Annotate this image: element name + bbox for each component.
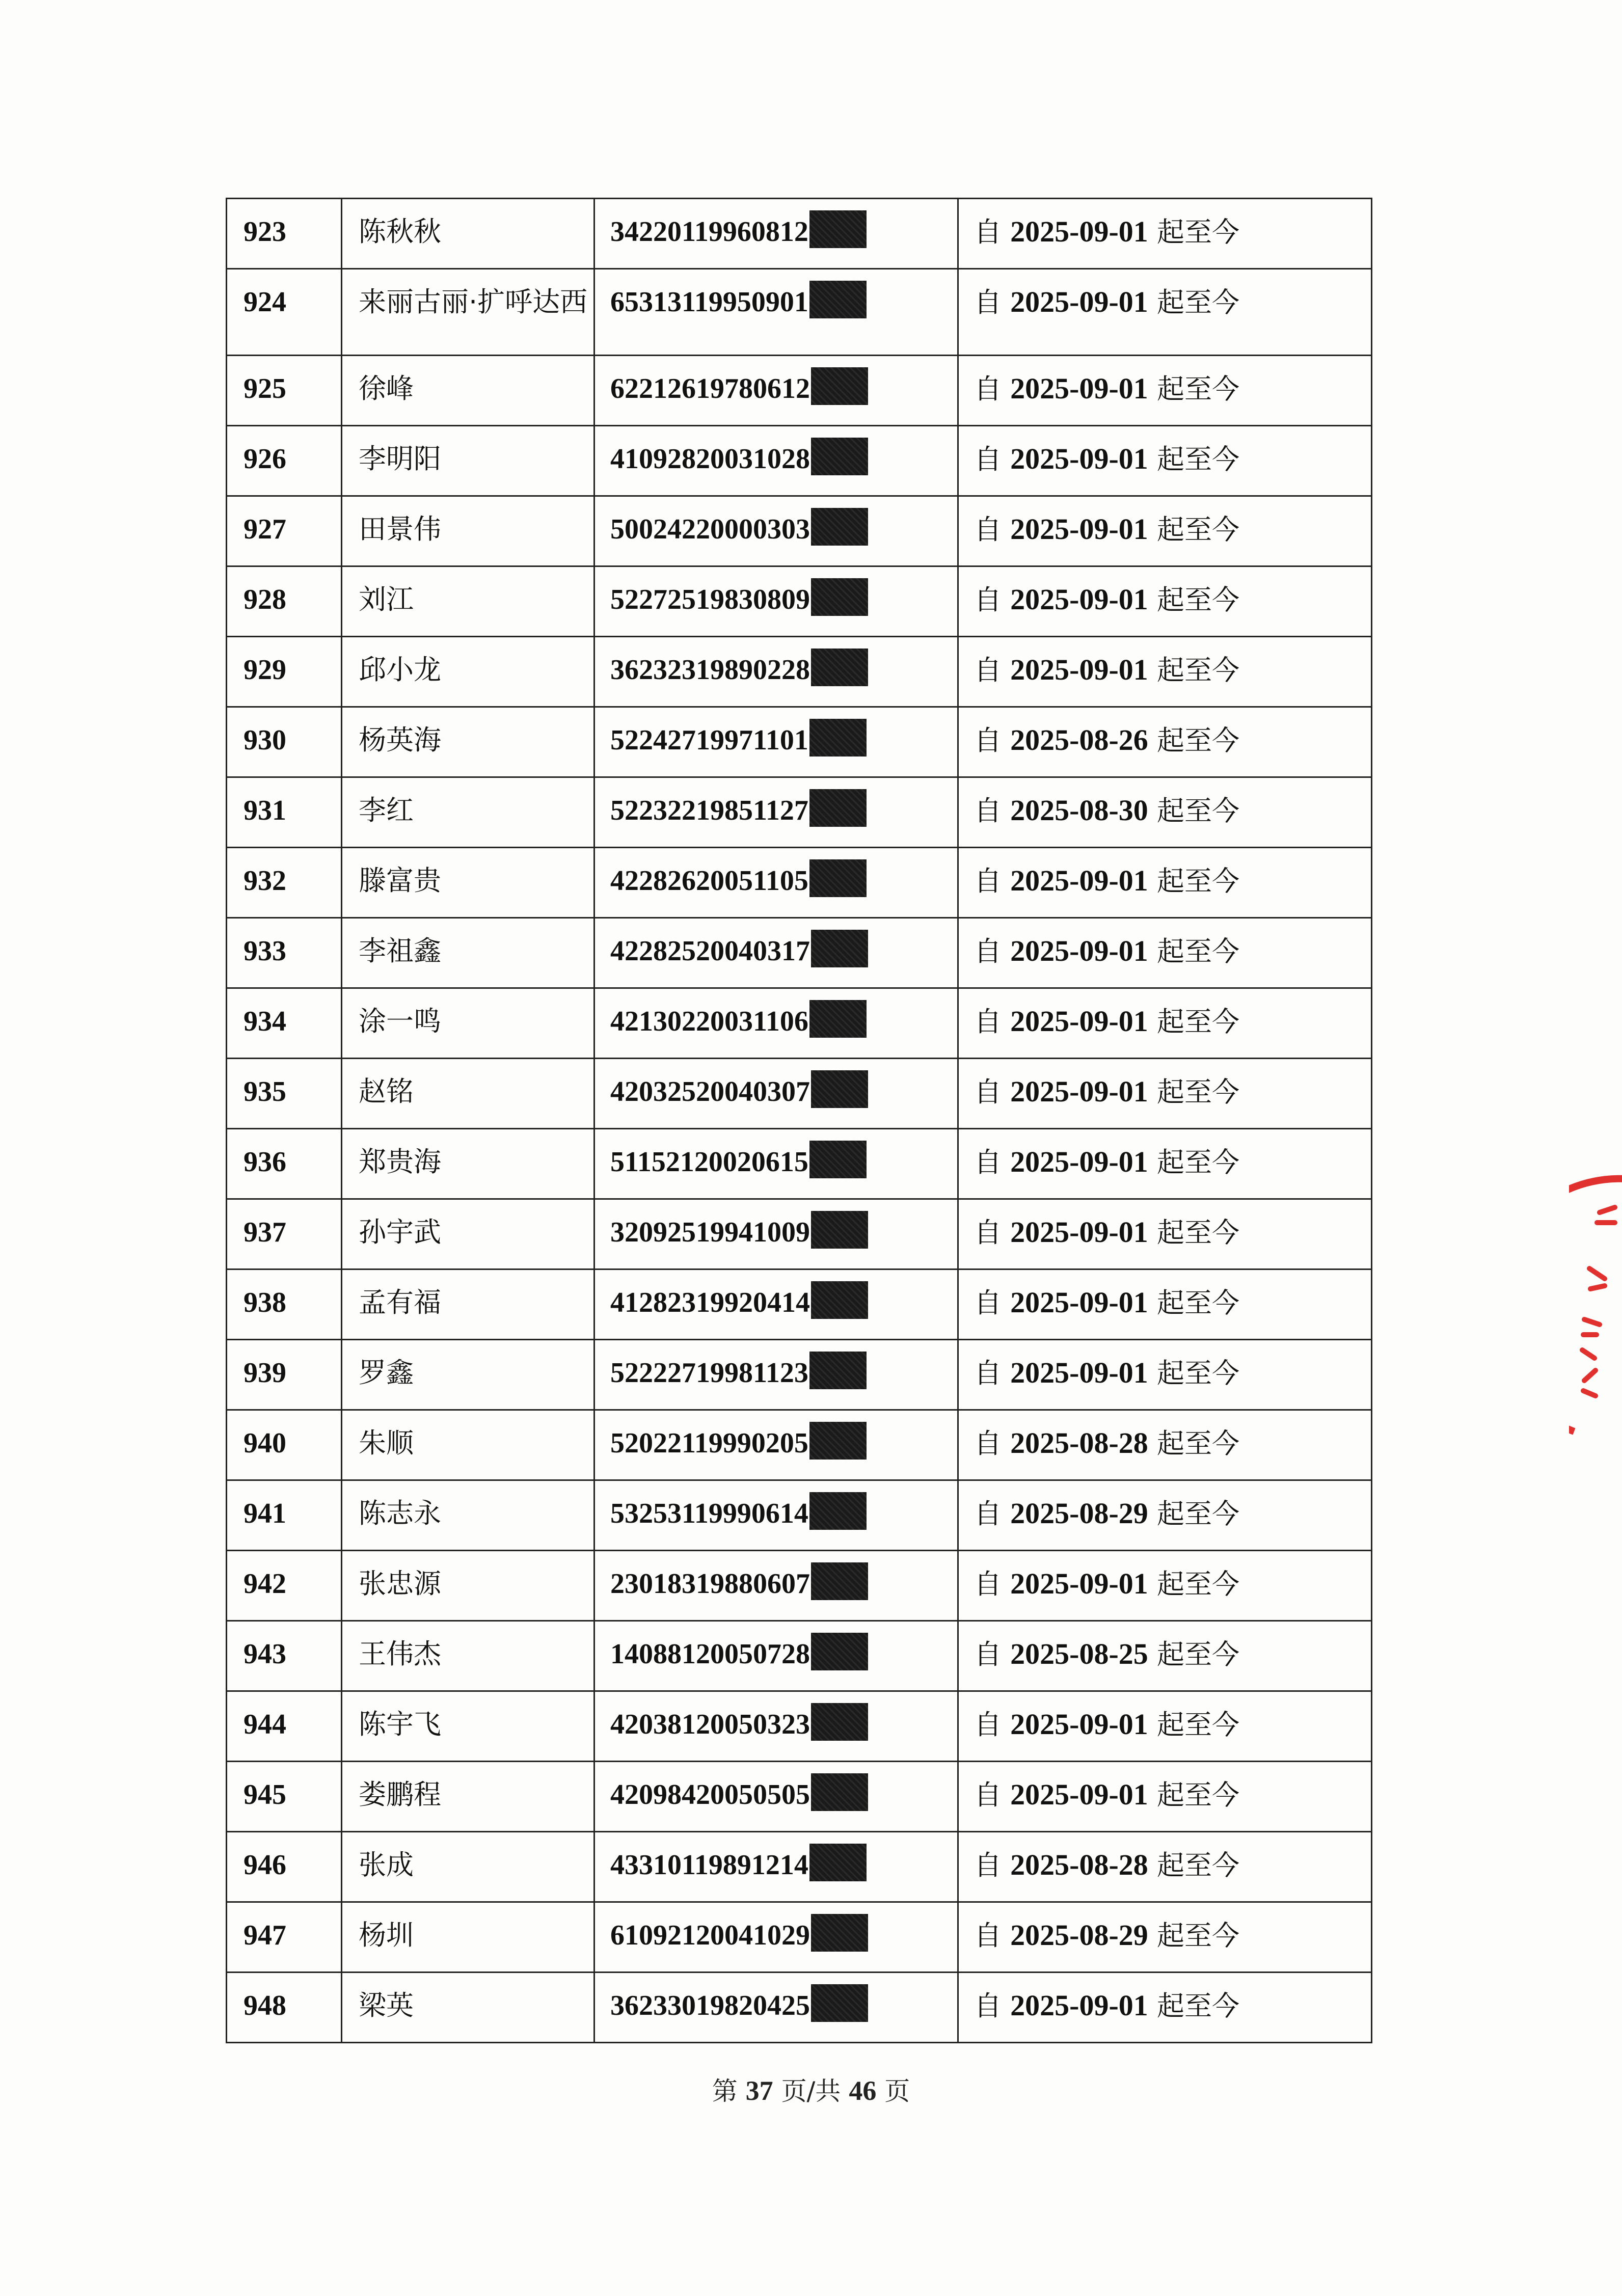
person-name: 陈志永 (342, 1480, 594, 1551)
row-number: 933 (227, 918, 342, 988)
id-number-cell (594, 1410, 958, 1480)
row-number: 945 (227, 1762, 342, 1832)
person-name: 刘江 (342, 566, 594, 637)
row-number: 939 (227, 1340, 342, 1410)
redaction-block (811, 1914, 868, 1952)
row-number: 925 (227, 356, 342, 426)
period-cell (958, 1691, 1372, 1762)
period-prefix: 自 (974, 1287, 1002, 1319)
id-number-visible: 36233019820425 (610, 1990, 810, 2021)
footer-suffix: 页 (884, 2076, 910, 2106)
table-row (227, 566, 1372, 637)
id-number-visible: 62212619780612 (610, 373, 810, 404)
period-prefix: 自 (974, 216, 1002, 248)
row-number: 942 (227, 1551, 342, 1621)
start-date: 2025-08-30 (1010, 794, 1148, 827)
period-cell (958, 918, 1372, 988)
id-number-cell (594, 426, 958, 496)
period-cell (958, 707, 1372, 777)
id-number-cell (594, 1621, 958, 1691)
person-name: 陈宇飞 (342, 1691, 594, 1762)
period-cell (958, 1269, 1372, 1340)
id-number-visible: 50024220000303 (610, 514, 810, 545)
period-suffix: 起至今 (1156, 1217, 1239, 1249)
period-prefix: 自 (974, 1920, 1002, 1952)
start-date: 2025-08-29 (1010, 1497, 1148, 1530)
period-cell (958, 1199, 1372, 1269)
person-name: 朱顺 (342, 1410, 594, 1480)
row-number: 940 (227, 1410, 342, 1480)
period-prefix: 自 (974, 584, 1002, 616)
id-number-cell (594, 848, 958, 918)
period-suffix: 起至今 (1156, 1638, 1239, 1670)
row-number: 932 (227, 848, 342, 918)
period-suffix: 起至今 (1156, 1709, 1239, 1741)
table-row (227, 1621, 1372, 1691)
start-date: 2025-09-01 (1010, 512, 1148, 546)
person-name: 来丽古丽·扩呼达西 (342, 269, 594, 356)
table-row (227, 1973, 1372, 2043)
id-number-visible: 52272519830809 (610, 584, 810, 615)
person-name: 张成 (342, 1832, 594, 1902)
period-suffix: 起至今 (1156, 865, 1239, 897)
period-prefix: 自 (974, 514, 1002, 546)
id-number-visible: 23018319880607 (610, 1568, 810, 1600)
table-row (227, 707, 1372, 777)
id-number-visible: 42282620051105 (610, 865, 808, 897)
period-cell (958, 199, 1372, 269)
period-prefix: 自 (974, 1006, 1002, 1038)
period-prefix: 自 (974, 1146, 1002, 1178)
start-date: 2025-09-01 (1010, 1567, 1148, 1600)
row-number: 937 (227, 1199, 342, 1269)
start-date: 2025-09-01 (1010, 1005, 1148, 1038)
row-number: 931 (227, 777, 342, 848)
start-date: 2025-08-26 (1010, 723, 1148, 757)
period-prefix: 自 (974, 724, 1002, 757)
row-number: 946 (227, 1832, 342, 1902)
row-number: 948 (227, 1973, 342, 2043)
person-name: 娄鹏程 (342, 1762, 594, 1832)
period-cell (958, 1973, 1372, 2043)
id-number-visible: 42098420050505 (610, 1779, 810, 1811)
table-row (227, 988, 1372, 1059)
id-number-cell (594, 496, 958, 566)
id-number-visible: 65313119950901 (610, 286, 808, 318)
redaction-block (809, 789, 867, 827)
period-suffix: 起至今 (1156, 1568, 1239, 1600)
person-name: 郑贵海 (342, 1129, 594, 1199)
period-cell (958, 777, 1372, 848)
start-date: 2025-08-28 (1010, 1426, 1148, 1460)
period-suffix: 起至今 (1156, 1779, 1239, 1811)
period-suffix: 起至今 (1156, 373, 1239, 405)
row-number: 923 (227, 199, 342, 269)
id-number-visible: 53253119990614 (610, 1498, 808, 1529)
id-number-cell (594, 1902, 958, 1973)
id-number-cell (594, 1199, 958, 1269)
id-number-visible: 42038120050323 (610, 1709, 810, 1740)
person-name: 李红 (342, 777, 594, 848)
id-number-visible: 42032520040307 (610, 1076, 810, 1108)
start-date: 2025-08-28 (1010, 1848, 1148, 1881)
redaction-block (811, 1281, 868, 1319)
period-prefix: 自 (974, 1357, 1002, 1389)
period-suffix: 起至今 (1156, 216, 1239, 248)
id-number-cell (594, 1551, 958, 1621)
table-row (227, 1340, 1372, 1410)
start-date: 2025-09-01 (1010, 1286, 1148, 1319)
period-suffix: 起至今 (1156, 1146, 1239, 1178)
redaction-block (811, 1703, 868, 1741)
table-row (227, 1059, 1372, 1129)
start-date: 2025-09-01 (1010, 1145, 1148, 1178)
period-cell (958, 1902, 1372, 1973)
period-suffix: 起至今 (1156, 1006, 1239, 1038)
redaction-block (811, 508, 868, 546)
table-row (227, 496, 1372, 566)
person-name: 杨圳 (342, 1902, 594, 1973)
redaction-block (809, 1352, 867, 1389)
id-number-visible: 52232219851127 (610, 795, 808, 826)
period-suffix: 起至今 (1156, 1920, 1239, 1952)
id-number-visible: 52222719981123 (610, 1357, 808, 1389)
id-number-cell (594, 356, 958, 426)
person-name: 赵铭 (342, 1059, 594, 1129)
id-number-visible: 43310119891214 (610, 1849, 808, 1881)
person-name: 田景伟 (342, 496, 594, 566)
row-number: 943 (227, 1621, 342, 1691)
period-cell (958, 1340, 1372, 1410)
redaction-block (811, 1070, 868, 1108)
start-date: 2025-09-01 (1010, 934, 1148, 967)
table-row (227, 1691, 1372, 1762)
id-number-cell (594, 199, 958, 269)
person-name: 王伟杰 (342, 1621, 594, 1691)
period-suffix: 起至今 (1156, 654, 1239, 686)
redaction-block (809, 1141, 867, 1178)
row-number: 947 (227, 1902, 342, 1973)
period-cell (958, 1059, 1372, 1129)
period-cell (958, 988, 1372, 1059)
id-number-cell (594, 988, 958, 1059)
period-cell (958, 566, 1372, 637)
person-name: 徐峰 (342, 356, 594, 426)
id-number-visible: 61092120041029 (610, 1920, 810, 1951)
table-row (227, 199, 1372, 269)
id-number-visible: 52022119990205 (610, 1427, 808, 1459)
id-number-cell (594, 1129, 958, 1199)
period-prefix: 自 (974, 654, 1002, 686)
period-cell (958, 637, 1372, 707)
table-row (227, 1832, 1372, 1902)
redaction-block (811, 1211, 868, 1249)
person-name: 滕富贵 (342, 848, 594, 918)
id-number-cell (594, 1691, 958, 1762)
table-row (227, 918, 1372, 988)
start-date: 2025-09-01 (1010, 583, 1148, 616)
period-suffix: 起至今 (1156, 443, 1239, 475)
period-suffix: 起至今 (1156, 514, 1239, 546)
row-number: 924 (227, 269, 342, 356)
period-cell (958, 356, 1372, 426)
id-number-cell (594, 1059, 958, 1129)
id-number-cell (594, 1269, 958, 1340)
id-number-visible: 36232319890228 (610, 654, 810, 686)
table-row (227, 356, 1372, 426)
table-row (227, 1199, 1372, 1269)
row-number: 928 (227, 566, 342, 637)
redaction-block (809, 1422, 867, 1460)
table-row (227, 1129, 1372, 1199)
row-number: 930 (227, 707, 342, 777)
id-number-cell (594, 1832, 958, 1902)
id-number-cell (594, 1340, 958, 1410)
period-suffix: 起至今 (1156, 1076, 1239, 1108)
redaction-block (811, 1633, 868, 1670)
redaction-block (809, 859, 867, 897)
start-date: 2025-09-01 (1010, 1708, 1148, 1741)
period-suffix: 起至今 (1156, 1357, 1239, 1389)
period-prefix: 自 (974, 1498, 1002, 1530)
person-name: 孟有福 (342, 1269, 594, 1340)
period-cell (958, 496, 1372, 566)
period-suffix: 起至今 (1156, 1427, 1239, 1460)
id-number-cell (594, 566, 958, 637)
period-cell (958, 269, 1372, 356)
period-prefix: 自 (974, 286, 1002, 318)
person-name: 李明阳 (342, 426, 594, 496)
redaction-block (809, 281, 867, 318)
period-prefix: 自 (974, 1779, 1002, 1811)
period-cell (958, 426, 1372, 496)
roster-body (227, 199, 1372, 2043)
redaction-block (809, 719, 867, 757)
redaction-block (809, 1000, 867, 1038)
start-date: 2025-09-01 (1010, 864, 1148, 897)
id-number-cell (594, 1762, 958, 1832)
period-prefix: 自 (974, 1076, 1002, 1108)
redaction-block (809, 1492, 867, 1530)
id-number-visible: 14088120050728 (610, 1638, 810, 1670)
person-name: 杨英海 (342, 707, 594, 777)
id-number-cell (594, 637, 958, 707)
period-prefix: 自 (974, 865, 1002, 897)
period-cell (958, 1129, 1372, 1199)
start-date: 2025-09-01 (1010, 1215, 1148, 1249)
redaction-block (811, 1984, 868, 2022)
period-prefix: 自 (974, 373, 1002, 405)
period-prefix: 自 (974, 443, 1002, 475)
person-name: 罗鑫 (342, 1340, 594, 1410)
period-cell (958, 848, 1372, 918)
redaction-block (811, 367, 868, 405)
period-cell (958, 1480, 1372, 1551)
period-prefix: 自 (974, 1709, 1002, 1741)
start-date: 2025-09-01 (1010, 1075, 1148, 1108)
id-number-cell (594, 269, 958, 356)
id-number-cell (594, 918, 958, 988)
page-footer (0, 2071, 1622, 2108)
start-date: 2025-09-01 (1010, 372, 1148, 405)
redaction-block (811, 578, 868, 616)
person-name: 李祖鑫 (342, 918, 594, 988)
official-seal-fragment (1569, 1167, 1622, 1442)
row-number: 929 (227, 637, 342, 707)
period-prefix: 自 (974, 1849, 1002, 1881)
table-row (227, 1410, 1372, 1480)
table-row (227, 848, 1372, 918)
period-suffix: 起至今 (1156, 795, 1239, 827)
period-cell (958, 1762, 1372, 1832)
start-date: 2025-09-01 (1010, 442, 1148, 475)
footer-page-number: 37 (745, 2075, 773, 2106)
period-prefix: 自 (974, 1990, 1002, 2022)
redaction-block (811, 1773, 868, 1811)
seal-icon (1569, 1167, 1622, 1442)
id-number-visible: 51152120020615 (610, 1146, 808, 1178)
start-date: 2025-08-25 (1010, 1637, 1148, 1670)
footer-middle: 页/共 (781, 2076, 841, 2106)
id-number-cell (594, 1973, 958, 2043)
period-suffix: 起至今 (1156, 1287, 1239, 1319)
id-number-cell (594, 1480, 958, 1551)
redaction-block (809, 1844, 867, 1881)
table-row (227, 1480, 1372, 1551)
person-name: 邱小龙 (342, 637, 594, 707)
period-prefix: 自 (974, 1427, 1002, 1460)
id-number-cell (594, 777, 958, 848)
start-date: 2025-08-29 (1010, 1919, 1148, 1952)
footer-prefix: 第 (712, 2076, 738, 2106)
person-name: 梁英 (342, 1973, 594, 2043)
footer-total-pages: 46 (849, 2075, 877, 2106)
table-row (227, 1902, 1372, 1973)
table-row (227, 1551, 1372, 1621)
table-row (227, 637, 1372, 707)
period-cell (958, 1410, 1372, 1480)
period-suffix: 起至今 (1156, 584, 1239, 616)
period-prefix: 自 (974, 1568, 1002, 1600)
row-number: 927 (227, 496, 342, 566)
id-number-visible: 41092820031028 (610, 443, 810, 475)
row-number: 944 (227, 1691, 342, 1762)
start-date: 2025-09-01 (1010, 1989, 1148, 2022)
id-number-visible: 41282319920414 (610, 1287, 810, 1318)
period-cell (958, 1832, 1372, 1902)
start-date: 2025-09-01 (1010, 653, 1148, 686)
person-name: 孙宇武 (342, 1199, 594, 1269)
table-row (227, 777, 1372, 848)
period-suffix: 起至今 (1156, 1990, 1239, 2022)
row-number: 935 (227, 1059, 342, 1129)
period-cell (958, 1621, 1372, 1691)
start-date: 2025-09-01 (1010, 1778, 1148, 1811)
period-suffix: 起至今 (1156, 935, 1239, 967)
id-number-visible: 42130220031106 (610, 1006, 808, 1037)
redaction-block (811, 1562, 868, 1600)
period-suffix: 起至今 (1156, 286, 1239, 318)
id-number-visible: 32092519941009 (610, 1217, 810, 1248)
row-number: 936 (227, 1129, 342, 1199)
id-number-cell (594, 707, 958, 777)
id-number-visible: 42282520040317 (610, 935, 810, 967)
person-name: 涂一鸣 (342, 988, 594, 1059)
period-cell (958, 1551, 1372, 1621)
period-prefix: 自 (974, 1217, 1002, 1249)
row-number: 938 (227, 1269, 342, 1340)
start-date: 2025-09-01 (1010, 215, 1148, 248)
person-name: 张忠源 (342, 1551, 594, 1621)
id-number-visible: 52242719971101 (610, 724, 808, 756)
redaction-block (811, 930, 868, 967)
start-date: 2025-09-01 (1010, 1356, 1148, 1389)
start-date: 2025-09-01 (1010, 285, 1148, 318)
table-row (227, 1269, 1372, 1340)
redaction-block (811, 438, 868, 475)
person-name: 陈秋秋 (342, 199, 594, 269)
redaction-block (809, 210, 867, 248)
period-suffix: 起至今 (1156, 1498, 1239, 1530)
row-number: 941 (227, 1480, 342, 1551)
period-prefix: 自 (974, 935, 1002, 967)
redaction-block (811, 649, 868, 686)
id-number-visible: 34220119960812 (610, 216, 808, 248)
table-row (227, 1762, 1372, 1832)
roster-table (226, 198, 1372, 2043)
period-suffix: 起至今 (1156, 724, 1239, 757)
table-row (227, 426, 1372, 496)
period-prefix: 自 (974, 795, 1002, 827)
period-suffix: 起至今 (1156, 1849, 1239, 1881)
row-number: 934 (227, 988, 342, 1059)
table-row (227, 269, 1372, 356)
row-number: 926 (227, 426, 342, 496)
period-prefix: 自 (974, 1638, 1002, 1670)
